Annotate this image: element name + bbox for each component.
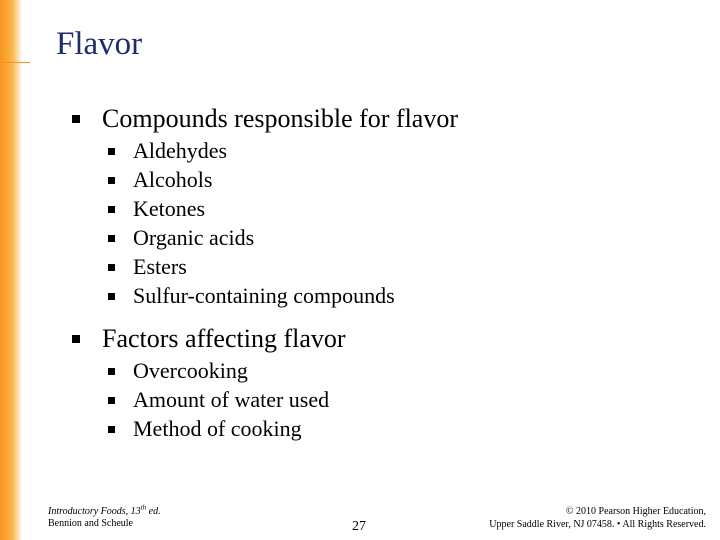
list-item-text: Esters xyxy=(133,254,187,279)
page-number: 27 xyxy=(352,519,366,534)
square-bullet-icon xyxy=(108,397,115,404)
square-bullet-icon xyxy=(108,148,115,155)
bullet-heading: Factors affecting flavor xyxy=(102,324,346,353)
square-bullet-icon xyxy=(108,426,115,433)
square-bullet-icon xyxy=(108,177,115,184)
list-item-text: Overcooking xyxy=(133,358,248,383)
bullet-heading: Compounds responsible for flavor xyxy=(102,104,459,133)
list-item-text: Method of cooking xyxy=(133,416,302,441)
footer-copyright xyxy=(489,505,706,531)
list-item-text: Ketones xyxy=(133,196,206,221)
list-item-text: Organic acids xyxy=(133,225,255,250)
square-bullet-icon xyxy=(72,115,80,123)
edition-suffix: ed. xyxy=(146,506,161,517)
square-bullet-icon xyxy=(108,206,115,213)
list-item-text: Sulfur-containing compounds xyxy=(133,283,395,308)
authors: Bennion and Scheule xyxy=(48,518,133,529)
title-accent-line xyxy=(0,62,30,63)
copyright-line-1: © 2010 Pearson Higher Education, xyxy=(565,506,706,517)
copyright-line-2: Upper Saddle River, NJ 07458. • All Rights Reserved. xyxy=(489,519,706,530)
square-bullet-icon xyxy=(108,293,115,300)
book-title: Introductory Foods, 13 xyxy=(48,506,141,517)
orange-side-bar xyxy=(0,0,22,540)
footer-citation xyxy=(48,503,161,530)
edition-superscript: th xyxy=(140,503,147,512)
list-item-text: Aldehydes xyxy=(133,138,228,163)
square-bullet-icon xyxy=(108,368,115,375)
square-bullet-icon xyxy=(72,335,80,343)
square-bullet-icon xyxy=(108,264,115,271)
list-item-text: Amount of water used xyxy=(133,387,330,412)
list-item-text: Alcohols xyxy=(133,167,213,192)
square-bullet-icon xyxy=(108,235,115,242)
slide-title: Flavor xyxy=(56,26,143,62)
